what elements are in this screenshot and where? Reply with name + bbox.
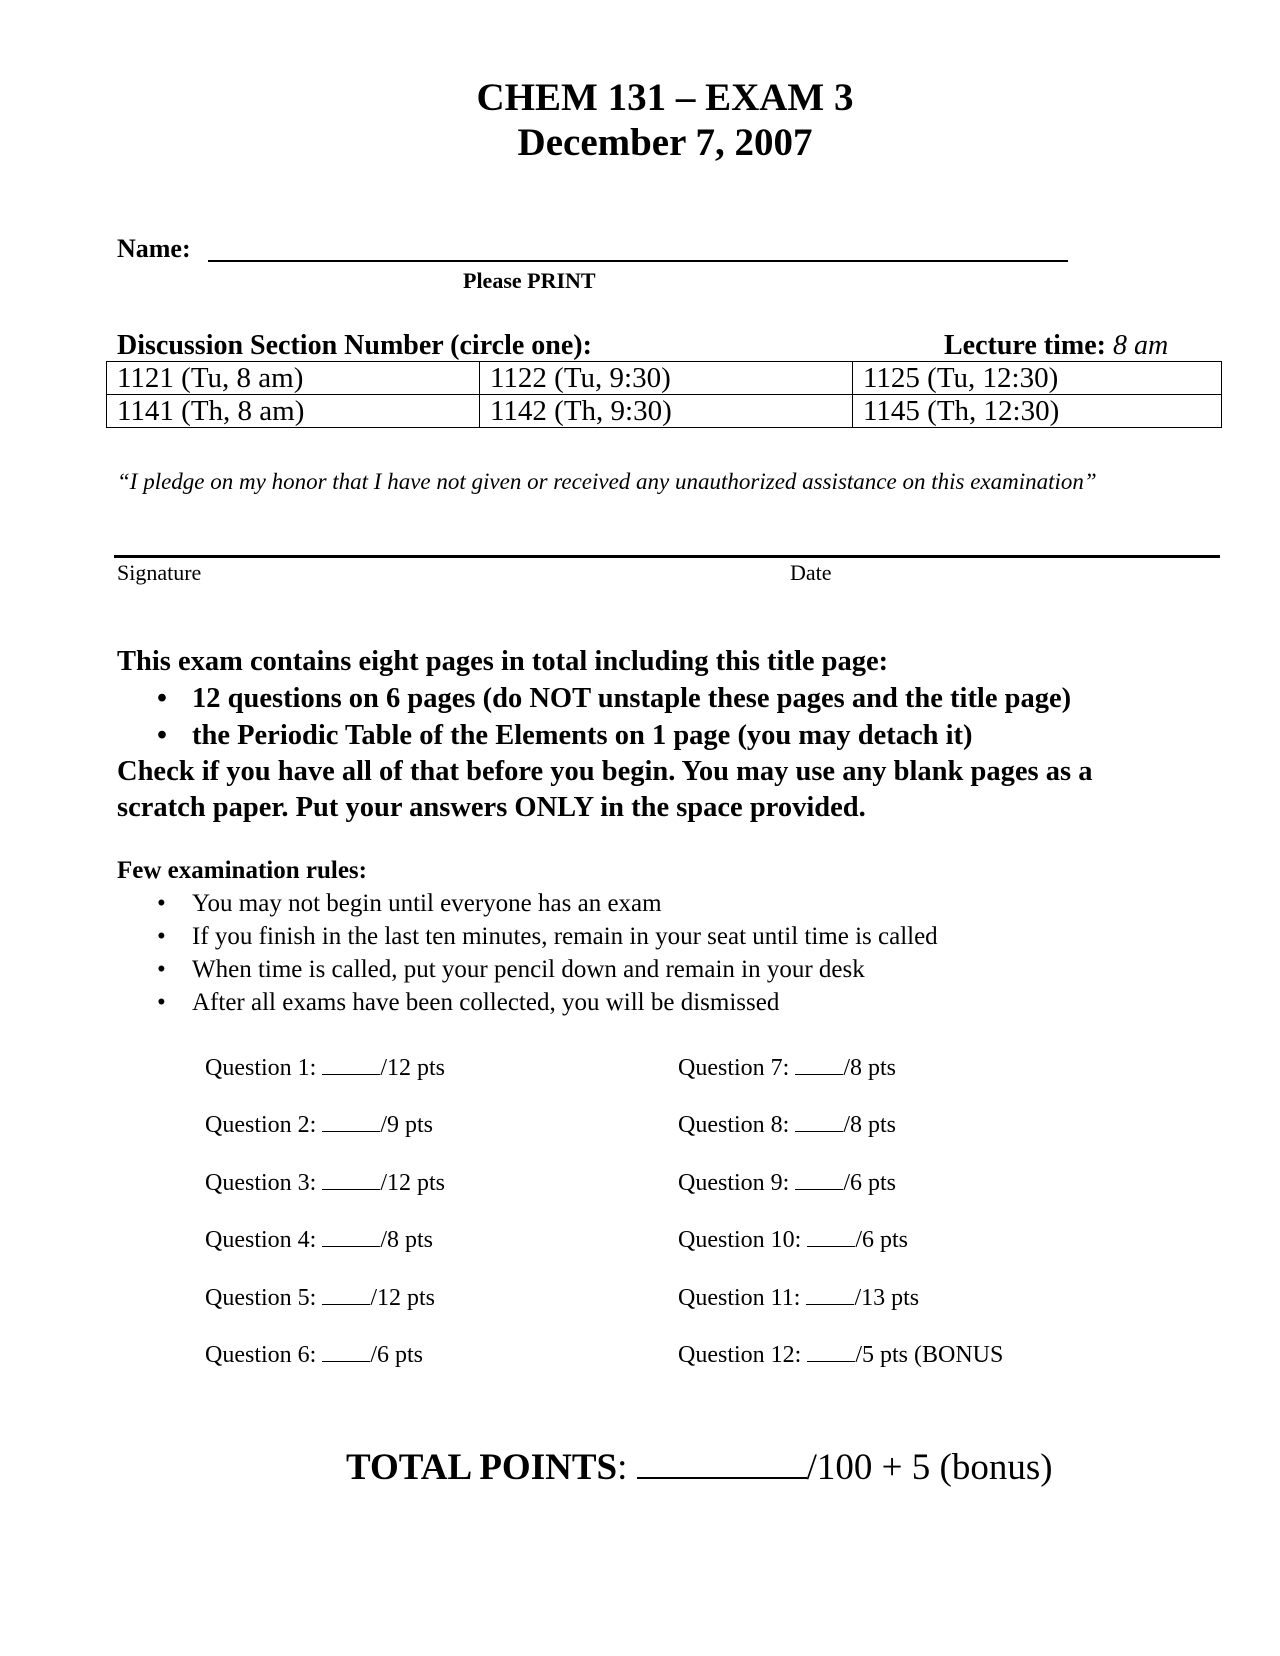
rules-heading: Few examination rules: bbox=[117, 857, 367, 884]
score-blank[interactable] bbox=[795, 1054, 843, 1075]
discussion-label: Discussion Section Number (circle one): bbox=[117, 330, 592, 361]
bullet-icon: • bbox=[157, 720, 167, 751]
question-label: Question 10: bbox=[678, 1227, 802, 1253]
score-line-q2 bbox=[205, 1111, 433, 1139]
question-points: /9 pts bbox=[380, 1112, 434, 1138]
question-points: /6 pts bbox=[843, 1170, 897, 1196]
question-label: Question 3: bbox=[205, 1170, 317, 1196]
question-label: Question 6: bbox=[205, 1342, 317, 1368]
question-label: Question 1: bbox=[205, 1055, 317, 1081]
check-instructions-line2: scratch paper. Put your answers ONLY in the space provided. bbox=[117, 792, 866, 823]
question-points: /5 pts (BONUS bbox=[855, 1342, 1004, 1368]
score-line-q3 bbox=[205, 1169, 445, 1197]
table-row bbox=[107, 362, 1222, 395]
total-points bbox=[346, 1446, 1053, 1489]
section-option[interactable]: 1141 (Th, 8 am) bbox=[107, 395, 480, 428]
score-blank[interactable] bbox=[322, 1284, 370, 1305]
question-points: /8 pts bbox=[380, 1227, 434, 1253]
score-blank[interactable] bbox=[322, 1054, 380, 1075]
score-blank[interactable] bbox=[807, 1226, 855, 1247]
total-value: /100 + 5 (bonus) bbox=[806, 1447, 1053, 1488]
total-colon: : bbox=[617, 1447, 628, 1488]
score-blank[interactable] bbox=[807, 1341, 855, 1362]
contents-item: 12 questions on 6 pages (do NOT unstaple these pages and the title page) bbox=[192, 683, 1072, 714]
discussion-section-table bbox=[106, 361, 1222, 428]
rule-item: You may not begin until everyone has an exam bbox=[192, 890, 662, 917]
question-points: /8 pts bbox=[843, 1112, 897, 1138]
bullet-icon: • bbox=[157, 890, 166, 917]
rule-item: After all exams have been collected, you will be dismissed bbox=[192, 989, 780, 1016]
lecture-time-label: Lecture time: bbox=[944, 330, 1106, 361]
name-line[interactable] bbox=[208, 260, 1068, 262]
date-label: Date bbox=[790, 560, 832, 585]
question-label: Question 12: bbox=[678, 1342, 802, 1368]
score-line-q4 bbox=[205, 1226, 433, 1254]
score-line-q9 bbox=[678, 1169, 896, 1197]
score-blank[interactable] bbox=[322, 1341, 370, 1362]
signature-line[interactable] bbox=[114, 555, 1220, 558]
question-label: Question 9: bbox=[678, 1170, 790, 1196]
question-label: Question 5: bbox=[205, 1285, 317, 1311]
please-print-hint: Please PRINT bbox=[463, 268, 596, 293]
section-option[interactable]: 1121 (Tu, 8 am) bbox=[107, 362, 480, 395]
question-points: /6 pts bbox=[855, 1227, 909, 1253]
honor-pledge: “I pledge on my honor that I have not given or received any unauthorized assistance on this examination” bbox=[117, 469, 1097, 494]
contents-intro: This exam contains eight pages in total including this title page: bbox=[117, 646, 889, 677]
rule-item: When time is called, put your pencil down and remain in your desk bbox=[192, 956, 865, 983]
section-option[interactable]: 1142 (Th, 9:30) bbox=[480, 395, 853, 428]
score-line-q5 bbox=[205, 1284, 435, 1312]
question-points: /6 pts bbox=[370, 1342, 424, 1368]
contents-item: the Periodic Table of the Elements on 1 page (you may detach it) bbox=[192, 720, 973, 751]
score-blank[interactable] bbox=[795, 1111, 843, 1132]
exam-date: December 7, 2007 bbox=[517, 121, 813, 164]
score-blank[interactable] bbox=[322, 1226, 380, 1247]
score-line-q10 bbox=[678, 1226, 908, 1254]
rule-item: If you finish in the last ten minutes, remain in your seat until time is called bbox=[192, 923, 938, 950]
total-blank[interactable] bbox=[637, 1447, 807, 1479]
question-points: /8 pts bbox=[843, 1055, 897, 1081]
bullet-icon: • bbox=[157, 683, 167, 714]
section-option[interactable]: 1145 (Th, 12:30) bbox=[853, 395, 1222, 428]
signature-label: Signature bbox=[117, 560, 202, 585]
table-row bbox=[107, 395, 1222, 428]
score-blank[interactable] bbox=[806, 1284, 854, 1305]
bullet-icon: • bbox=[157, 923, 166, 950]
question-label: Question 11: bbox=[678, 1285, 801, 1311]
score-line-q7 bbox=[678, 1054, 896, 1082]
total-label: TOTAL POINTS bbox=[346, 1447, 618, 1488]
score-line-q8 bbox=[678, 1111, 896, 1139]
score-blank[interactable] bbox=[795, 1169, 843, 1190]
bullet-icon: • bbox=[157, 956, 166, 983]
score-line-q11 bbox=[678, 1284, 919, 1312]
score-line-q12 bbox=[678, 1341, 1003, 1369]
lecture-time-value: 8 am bbox=[1112, 330, 1169, 361]
score-line-q6 bbox=[205, 1341, 423, 1369]
question-label: Question 8: bbox=[678, 1112, 790, 1138]
question-points: /12 pts bbox=[370, 1285, 436, 1311]
score-blank[interactable] bbox=[322, 1169, 380, 1190]
question-points: /13 pts bbox=[854, 1285, 920, 1311]
lecture-time bbox=[944, 330, 1168, 362]
question-label: Question 2: bbox=[205, 1112, 317, 1138]
score-blank[interactable] bbox=[322, 1111, 380, 1132]
question-label: Question 7: bbox=[678, 1055, 790, 1081]
check-instructions-line1: Check if you have all of that before you begin. You may use any blank pages as a bbox=[117, 756, 1093, 787]
name-label: Name: bbox=[117, 234, 191, 263]
section-option[interactable]: 1122 (Tu, 9:30) bbox=[480, 362, 853, 395]
question-points: /12 pts bbox=[380, 1055, 446, 1081]
question-label: Question 4: bbox=[205, 1227, 317, 1253]
section-option[interactable]: 1125 (Tu, 12:30) bbox=[853, 362, 1222, 395]
score-line-q1 bbox=[205, 1054, 445, 1082]
question-points: /12 pts bbox=[380, 1170, 446, 1196]
exam-title: CHEM 131 – EXAM 3 bbox=[476, 76, 854, 119]
bullet-icon: • bbox=[157, 989, 166, 1016]
